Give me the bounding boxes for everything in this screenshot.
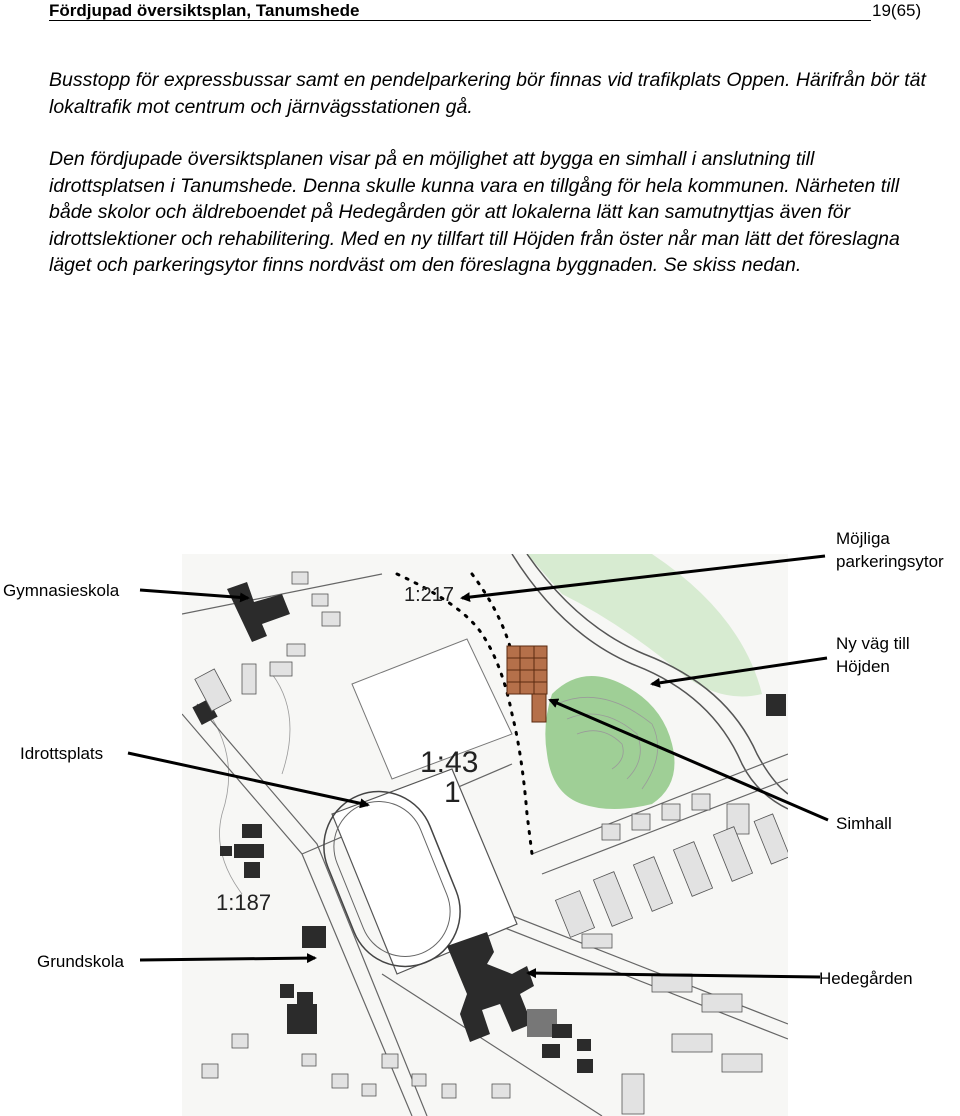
page-number: 19(65) xyxy=(872,1,922,20)
arrow-simhall xyxy=(550,700,828,820)
label-hedegarden: Hedegården xyxy=(819,969,913,988)
label-idrottsplats: Idrottsplats xyxy=(20,744,104,763)
label-parkering-line2: parkeringsytor xyxy=(836,552,944,571)
label-parkering-line1: Möjliga xyxy=(836,529,890,548)
arrow-idrottsplats xyxy=(128,753,368,805)
parcel-1-43-suffix: 1 xyxy=(444,776,461,809)
label-simhall: Simhall xyxy=(836,814,892,833)
document-title: Fördjupad översiktsplan, Tanumshede xyxy=(49,1,360,20)
arrow-grundskola xyxy=(140,958,315,960)
label-gymnasieskola: Gymnasieskola xyxy=(3,581,120,600)
arrow-hedegarden xyxy=(528,973,820,977)
paragraph-bus: Busstopp för expressbussar samt en pendelparkering bör finnas vid trafikplats Oppen. Härifrån bör tät lokaltrafik mot centrum och järnvägsstationen gå. xyxy=(49,69,926,118)
arrow-parkering xyxy=(462,556,825,598)
label-ny-vag-line2: Höjden xyxy=(836,657,890,676)
arrow-ny-vag xyxy=(652,658,827,684)
paragraph-simhall: Den fördjupade översiktsplanen visar på en möjlighet att bygga en simhall i anslutning till idrottsplatsen i Tanumshede. Denna skulle kunna vara en tillgång för hela kommunen. Närheten till både skolor och äldreboendet på Hedegården gör att lokalerna lätt kan samutnyttjas även för idrottslektioner och rehabilitering. Med en ny tillfart till Höjden från öster når man lätt det föreslagna läget och parkeringsytor finns nordväst om den föreslagna byggnaden. Se skiss nedan. xyxy=(49,148,900,276)
label-ny-vag-line1: Ny väg till xyxy=(836,634,910,653)
arrow-gymnasieskola xyxy=(140,590,248,598)
parcel-1-43: 1:43 xyxy=(420,746,479,779)
parcel-1-187: 1:187 xyxy=(216,890,272,915)
parcel-1-217: 1:217 xyxy=(404,584,455,606)
label-grundskola: Grundskola xyxy=(37,952,124,971)
